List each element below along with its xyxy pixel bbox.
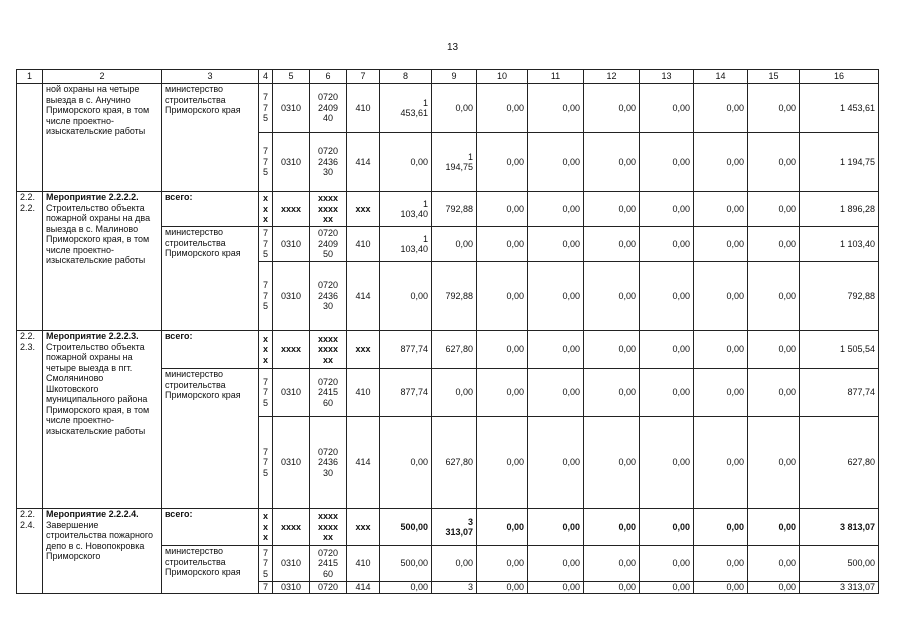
value-cell: 0,00: [584, 509, 640, 546]
code-cell: xxxx: [273, 331, 310, 369]
value-cell: 0,00: [432, 546, 477, 582]
value-cell: 0,00: [748, 227, 800, 262]
row-number-cell: 2.2. 2.4.: [17, 509, 43, 594]
value-cell: 0,00: [640, 84, 694, 133]
code-cell: 0720 2415 60: [310, 369, 347, 417]
value-cell: 0,00: [432, 227, 477, 262]
value-cell: 0,00: [528, 227, 584, 262]
total-label: всего:: [162, 509, 259, 546]
owner-cell: министерство строительства Приморского края: [162, 227, 259, 331]
value-cell: 0,00: [477, 417, 528, 509]
code-cell: xxx: [347, 192, 380, 227]
code-cell: 0310: [273, 417, 310, 509]
header-cell: 12: [584, 70, 640, 84]
code-cell: 7 7 5: [259, 227, 273, 262]
value-cell: 0,00: [640, 331, 694, 369]
value-cell: 627,80: [432, 417, 477, 509]
code-cell: 0310: [273, 546, 310, 582]
code-cell: 0720 2436 30: [310, 417, 347, 509]
total-cell: 627,80: [800, 417, 879, 509]
total-cell: 1 505,54: [800, 331, 879, 369]
value-cell: 0,00: [584, 369, 640, 417]
total-label: всего:: [162, 331, 259, 369]
value-cell: 0,00: [528, 417, 584, 509]
measure-description: [43, 331, 162, 509]
value-cell: 0,00: [584, 546, 640, 582]
value-cell: 0,00: [477, 582, 528, 594]
value-cell: 0,00: [477, 369, 528, 417]
table-row: [17, 84, 879, 133]
code-cell: 7 7 5: [259, 546, 273, 582]
code-cell: 414: [347, 582, 380, 594]
code-cell: 0310: [273, 262, 310, 331]
header-cell: 1: [17, 70, 43, 84]
code-cell: 0720 2436 30: [310, 133, 347, 192]
value-cell: 0,00: [528, 192, 584, 227]
total-cell: 792,88: [800, 262, 879, 331]
total-cell: 3 813,07: [800, 509, 879, 546]
value-cell: 0,00: [640, 192, 694, 227]
code-cell: xxxx: [273, 509, 310, 546]
value-cell: 0,00: [640, 509, 694, 546]
value-cell: 3: [432, 582, 477, 594]
value-cell: 0,00: [748, 417, 800, 509]
total-cell: 500,00: [800, 546, 879, 582]
value-cell: 0,00: [584, 262, 640, 331]
value-cell: 3 313,07: [432, 509, 477, 546]
value-cell: 0,00: [748, 331, 800, 369]
header-cell: 16: [800, 70, 879, 84]
measure-text: Завершение строительства пожарного депо в с. Новопокровка Приморского: [46, 519, 154, 561]
code-cell: x x x: [259, 509, 273, 546]
code-cell: 7 7 5: [259, 84, 273, 133]
value-cell: 1 103,40: [380, 227, 432, 262]
code-cell: xxxx xxxx xx: [310, 509, 347, 546]
table-row: [17, 192, 879, 227]
code-cell: 0310: [273, 582, 310, 594]
value-cell: 0,00: [528, 546, 584, 582]
value-cell: 500,00: [380, 509, 432, 546]
measure-text: Строительство объекта пожарной охраны на два выезда в с. Малиново Приморского края, в том числе проектно-изыскательские работы: [46, 202, 151, 265]
total-label: всего:: [162, 192, 259, 227]
value-cell: 0,00: [528, 582, 584, 594]
header-cell: 5: [273, 70, 310, 84]
code-cell: 410: [347, 369, 380, 417]
value-cell: 0,00: [528, 262, 584, 331]
value-cell: 0,00: [584, 331, 640, 369]
code-cell: 0720 2415 60: [310, 546, 347, 582]
value-cell: 0,00: [694, 133, 748, 192]
value-cell: 500,00: [380, 546, 432, 582]
value-cell: 0,00: [380, 417, 432, 509]
value-cell: 0,00: [380, 133, 432, 192]
value-cell: 0,00: [694, 369, 748, 417]
budget-table: [16, 69, 879, 594]
code-cell: 7 7 5: [259, 417, 273, 509]
value-cell: 0,00: [477, 331, 528, 369]
measure-description: ной охраны на четыре выезда в с. Анучино Приморского края, в том числе проектно-изыскательские работы: [43, 84, 162, 192]
value-cell: 0,00: [584, 417, 640, 509]
header-cell: 2: [43, 70, 162, 84]
value-cell: 0,00: [694, 227, 748, 262]
value-cell: 0,00: [477, 509, 528, 546]
table-row: [17, 509, 879, 546]
value-cell: 1 103,40: [380, 192, 432, 227]
code-cell: xxx: [347, 331, 380, 369]
value-cell: 0,00: [477, 227, 528, 262]
value-cell: 0,00: [640, 582, 694, 594]
code-cell: 7 7 5: [259, 369, 273, 417]
header-cell: 11: [528, 70, 584, 84]
code-cell: x x x: [259, 331, 273, 369]
value-cell: 0,00: [748, 133, 800, 192]
value-cell: 0,00: [432, 84, 477, 133]
code-cell: 0720 2436 30: [310, 262, 347, 331]
code-cell: 0310: [273, 369, 310, 417]
value-cell: 0,00: [528, 509, 584, 546]
value-cell: 0,00: [748, 192, 800, 227]
header-cell: 8: [380, 70, 432, 84]
value-cell: 0,00: [748, 582, 800, 594]
page-number: 13: [446, 42, 459, 53]
header-cell: 13: [640, 70, 694, 84]
value-cell: 0,00: [380, 262, 432, 331]
code-cell: 7 7 5: [259, 133, 273, 192]
value-cell: 0,00: [694, 331, 748, 369]
code-cell: 414: [347, 262, 380, 331]
value-cell: 0,00: [528, 84, 584, 133]
value-cell: 0,00: [528, 133, 584, 192]
value-cell: 0,00: [748, 509, 800, 546]
value-cell: 877,74: [380, 331, 432, 369]
value-cell: 0,00: [640, 262, 694, 331]
value-cell: 0,00: [584, 84, 640, 133]
value-cell: 0,00: [640, 546, 694, 582]
code-cell: 0720 2409 50: [310, 227, 347, 262]
value-cell: 1 453,61: [380, 84, 432, 133]
measure-title: Мероприятие 2.2.2.3.: [46, 331, 139, 341]
value-cell: 0,00: [477, 133, 528, 192]
code-cell: 0720 2409 40: [310, 84, 347, 133]
value-cell: 0,00: [584, 133, 640, 192]
table-row: [17, 331, 879, 369]
code-cell: x x x: [259, 192, 273, 227]
header-cell: 10: [477, 70, 528, 84]
value-cell: 0,00: [694, 417, 748, 509]
code-cell: xxxx: [273, 192, 310, 227]
value-cell: 0,00: [748, 369, 800, 417]
row-number-cell: 2.2. 2.3.: [17, 331, 43, 509]
code-cell: 0310: [273, 84, 310, 133]
row-number-cell: 2.2. 2.2.: [17, 192, 43, 331]
value-cell: 0,00: [748, 262, 800, 331]
total-cell: 1 194,75: [800, 133, 879, 192]
header-cell: 9: [432, 70, 477, 84]
code-cell: 0310: [273, 227, 310, 262]
value-cell: 0,00: [640, 133, 694, 192]
value-cell: 0,00: [694, 509, 748, 546]
header-row: [17, 70, 879, 84]
row-number-cell: [17, 84, 43, 192]
value-cell: 0,00: [432, 369, 477, 417]
value-cell: 0,00: [380, 582, 432, 594]
total-cell: 1 896,28: [800, 192, 879, 227]
code-cell: 414: [347, 133, 380, 192]
value-cell: 0,00: [584, 192, 640, 227]
code-cell: xxxx xxxx xx: [310, 192, 347, 227]
value-cell: 0,00: [477, 84, 528, 133]
value-cell: 0,00: [640, 369, 694, 417]
value-cell: 0,00: [694, 546, 748, 582]
header-cell: 15: [748, 70, 800, 84]
code-cell: 7 7 5: [259, 262, 273, 331]
value-cell: 0,00: [640, 227, 694, 262]
total-cell: 1 453,61: [800, 84, 879, 133]
value-cell: 0,00: [748, 546, 800, 582]
measure-title: Мероприятие 2.2.2.2.: [46, 192, 139, 202]
value-cell: 0,00: [584, 582, 640, 594]
value-cell: 0,00: [528, 331, 584, 369]
code-cell: xxxx xxxx xx: [310, 331, 347, 369]
value-cell: 0,00: [694, 192, 748, 227]
value-cell: 0,00: [640, 417, 694, 509]
code-cell: 414: [347, 417, 380, 509]
header-cell: 3: [162, 70, 259, 84]
code-cell: 7: [259, 582, 273, 594]
value-cell: 0,00: [477, 262, 528, 331]
value-cell: 792,88: [432, 192, 477, 227]
header-cell: 7: [347, 70, 380, 84]
measure-title: Мероприятие 2.2.2.4.: [46, 509, 139, 519]
measure-description: [43, 509, 162, 594]
code-cell: 410: [347, 546, 380, 582]
total-cell: 1 103,40: [800, 227, 879, 262]
code-cell: xxx: [347, 509, 380, 546]
value-cell: 0,00: [694, 582, 748, 594]
total-cell: 877,74: [800, 369, 879, 417]
code-cell: 0720: [310, 582, 347, 594]
value-cell: 1 194,75: [432, 133, 477, 192]
owner-cell: министерство строительства Приморского края: [162, 369, 259, 509]
value-cell: 0,00: [748, 84, 800, 133]
header-cell: 6: [310, 70, 347, 84]
code-cell: 410: [347, 84, 380, 133]
total-cell: 3 313,07: [800, 582, 879, 594]
value-cell: 877,74: [380, 369, 432, 417]
value-cell: 792,88: [432, 262, 477, 331]
value-cell: 0,00: [477, 192, 528, 227]
value-cell: 0,00: [694, 262, 748, 331]
header-cell: 4: [259, 70, 273, 84]
code-cell: 0310: [273, 133, 310, 192]
value-cell: 0,00: [477, 546, 528, 582]
value-cell: 627,80: [432, 331, 477, 369]
code-cell: 410: [347, 227, 380, 262]
value-cell: 0,00: [584, 227, 640, 262]
header-cell: 14: [694, 70, 748, 84]
owner-cell: министерство строительства Приморского края: [162, 84, 259, 192]
owner-cell: министерство строительства Приморского края: [162, 546, 259, 594]
value-cell: 0,00: [528, 369, 584, 417]
measure-description: [43, 192, 162, 331]
measure-text: Строительство объекта пожарной охраны на четыре выезда в пгт. Смоляниново Шкотовского муниципального района Приморского края, в том числе проектно-изыскательские работы: [46, 341, 150, 436]
value-cell: 0,00: [694, 84, 748, 133]
